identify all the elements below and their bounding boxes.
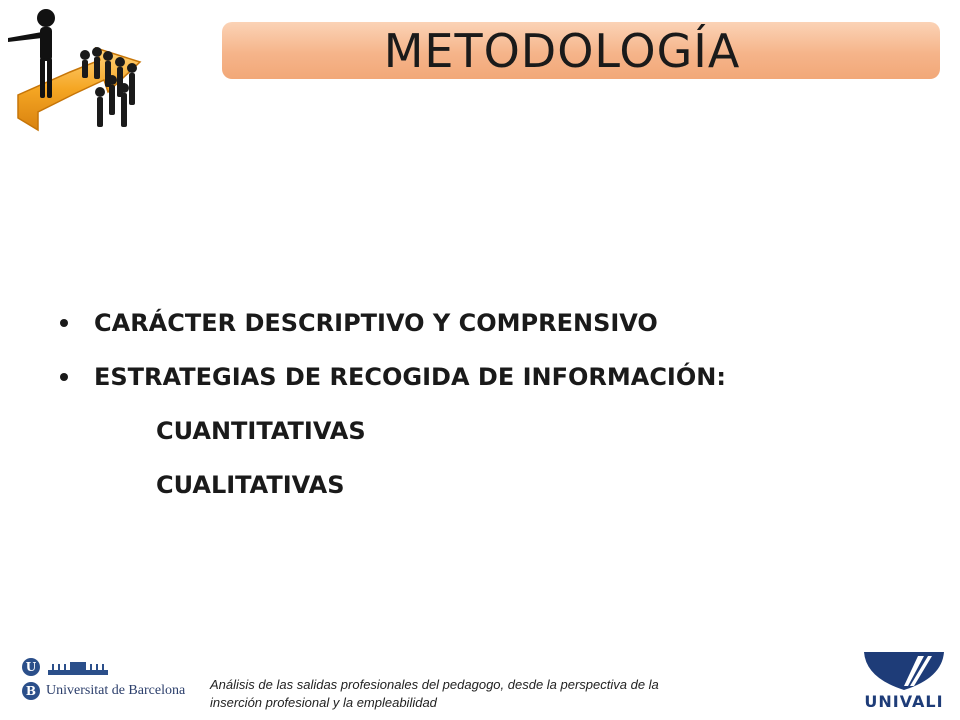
ub-logo-b-icon: B: [22, 682, 40, 700]
title-bar: [222, 22, 940, 79]
leader-figures-arrow-icon: [0, 0, 160, 150]
sub-item: [60, 458, 920, 512]
univali-emblem-icon: [858, 648, 950, 692]
univali-logo: [858, 648, 950, 712]
bullet-dot-icon: [60, 373, 68, 381]
sub-item-text: CUANTITATIVAS: [156, 417, 366, 445]
footer-caption-line: Análisis de las salidas profesionales del pedagogo, desde la perspectiva de la: [210, 677, 659, 692]
bullet-item: [60, 296, 920, 350]
ub-logo-u-icon: U: [22, 658, 40, 676]
bullet-item: [60, 350, 920, 404]
ub-logo-name: Universitat de Barcelona: [46, 683, 186, 698]
footer-caption: [210, 676, 810, 712]
bullet-dot-icon: [60, 319, 68, 327]
univali-logo-text: UNIVALI: [864, 692, 944, 711]
sub-item: [60, 404, 920, 458]
bullet-list: [60, 296, 920, 512]
slide-title: METODOLOGÍA: [383, 23, 741, 78]
ub-building-icon: [48, 660, 108, 676]
bullet-text: ESTRATEGIAS DE RECOGIDA DE INFORMACIÓN:: [94, 363, 726, 391]
bullet-text: CARÁCTER DESCRIPTIVO Y COMPRENSIVO: [94, 309, 658, 337]
footer-caption-line: inserción profesional y la empleabilidad: [210, 695, 437, 710]
sub-item-text: CUALITATIVAS: [156, 471, 345, 499]
ub-logo: [22, 656, 202, 706]
